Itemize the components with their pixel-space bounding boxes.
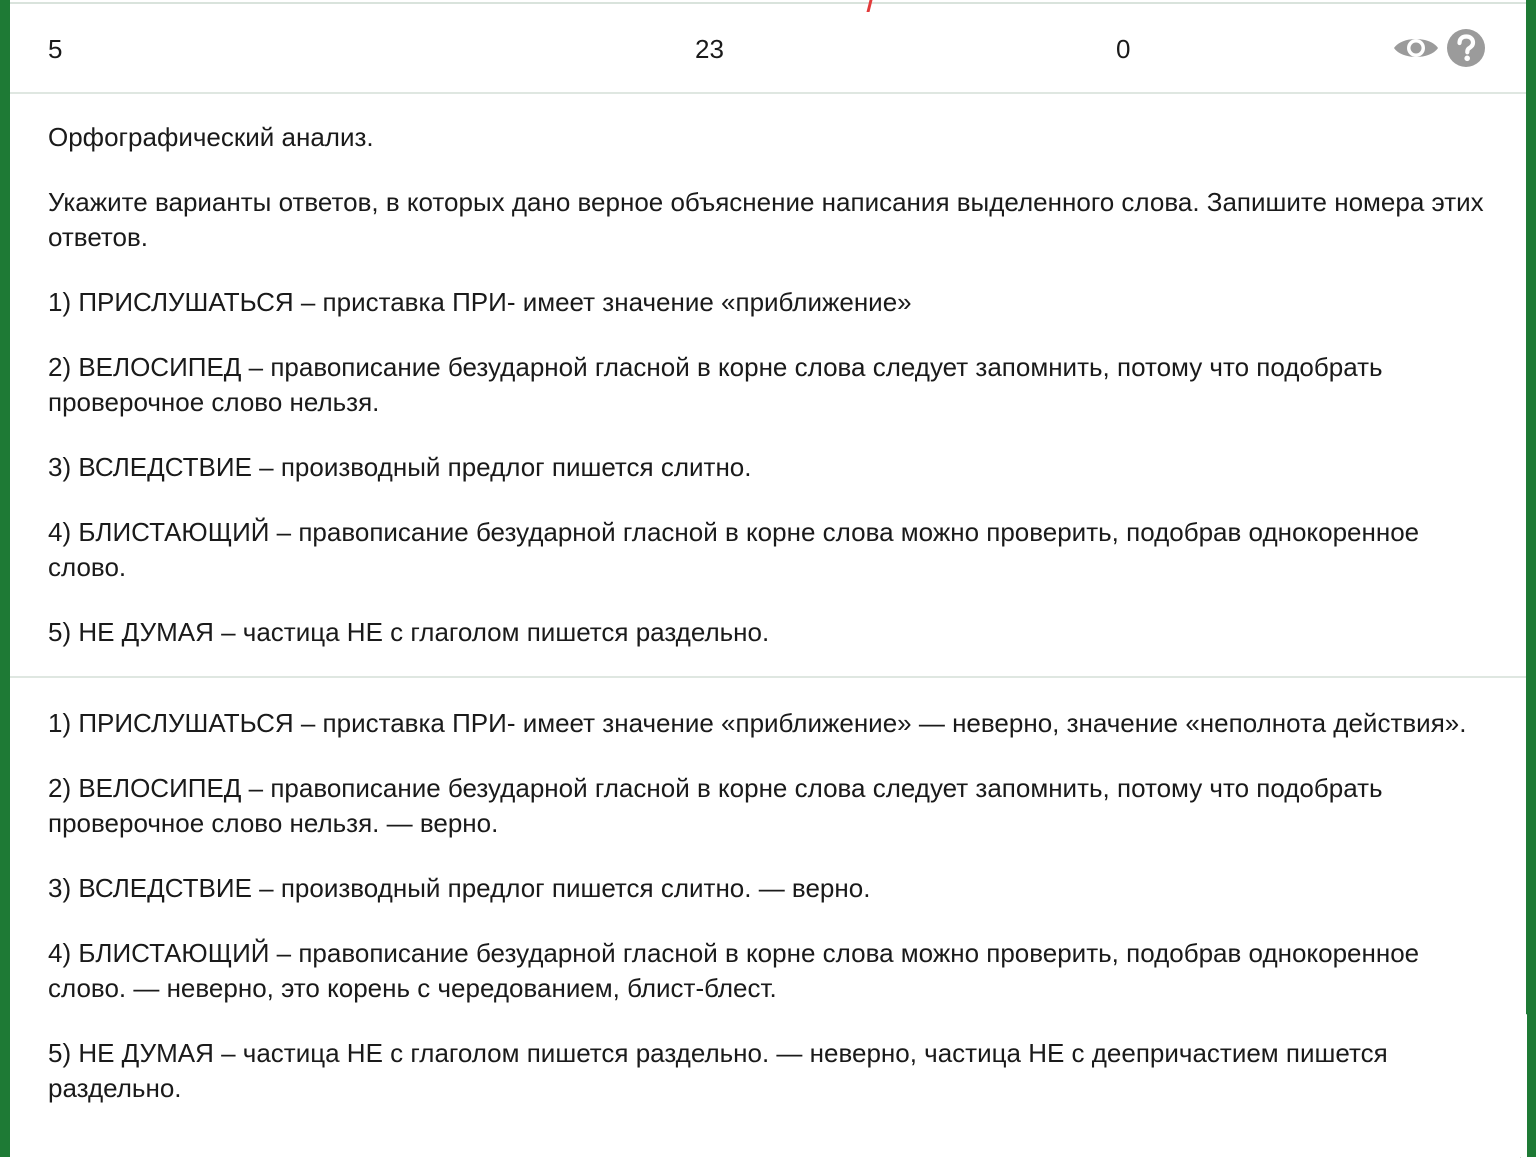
solution-item: 4) БЛИСТАЮЩИЙ – правописание безударной гласной в корне слова можно проверить, подобрав однокоренное слово. — неверно, это корень с чередованием, блист-блест. — [48, 938, 1420, 1003]
task-counter: 0 — [1116, 34, 1131, 64]
question-title: Орфографический анализ. — [48, 122, 374, 152]
solution-item: 1) ПРИСЛУШАТЬСЯ – приставка ПРИ- имеет значение «приближение» — неверно, значение «неполнота действия». — [48, 708, 1467, 738]
question-instruction: Укажите варианты ответов, в которых дано верное объяснение написания выделенного слова. Запишите номера этих ответов. — [48, 187, 1484, 252]
answer-option: 5) НЕ ДУМАЯ – частица НЕ с глаголом пишется раздельно. — [48, 617, 770, 647]
right-frame-border — [1526, 0, 1536, 1157]
help-icon[interactable] — [1446, 28, 1486, 68]
answer-option: 2) ВЕЛОСИПЕД – правописание безударной гласной в корне слова следует запомнить, потому что подобрать проверочное слово нельзя. — [48, 352, 1383, 417]
left-frame-border — [0, 0, 10, 1157]
task-header — [10, 4, 1526, 94]
task-number: 5 — [48, 34, 63, 64]
answer-option: 4) БЛИСТАЮЩИЙ – правописание безударной гласной в корне слова можно проверить, подобрав однокоренное слово. — [48, 517, 1420, 582]
task-card — [10, 0, 1526, 1157]
question-text — [48, 120, 1488, 680]
solution-divider — [10, 676, 1526, 678]
solution-item: 2) ВЕЛОСИПЕД – правописание безударной гласной в корне слова следует запомнить, потому что подобрать проверочное слово нельзя. — верно. — [48, 773, 1383, 838]
solution-item: 3) ВСЛЕДСТВИЕ – производный предлог пишется слитно. — верно. — [48, 873, 871, 903]
answer-option: 3) ВСЛЕДСТВИЕ – производный предлог пишется слитно. — [48, 452, 752, 482]
header-icons — [1392, 28, 1486, 68]
eye-icon[interactable] — [1392, 31, 1440, 65]
solution-text — [48, 706, 1488, 1136]
solution-item: 5) НЕ ДУМАЯ – частица НЕ с глаголом пишется раздельно. — неверно, частица НЕ с деепричастием пишется раздельно. — [48, 1038, 1388, 1103]
answer-option: 1) ПРИСЛУШАТЬСЯ – приставка ПРИ- имеет значение «приближение» — [48, 287, 912, 317]
task-id: 23 — [695, 34, 724, 64]
